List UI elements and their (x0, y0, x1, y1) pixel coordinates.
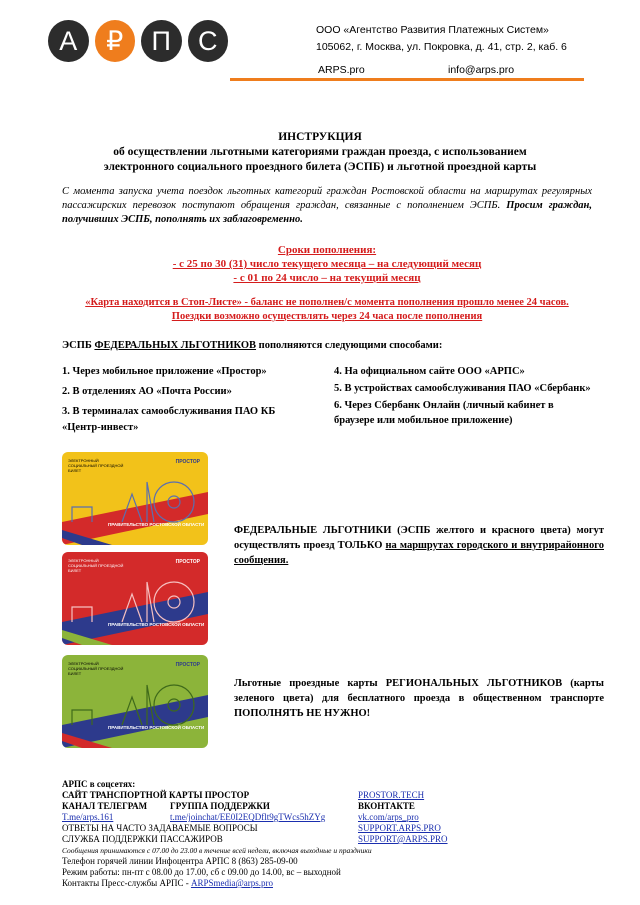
topup-dates (62, 243, 592, 285)
title-line-1: ИНСТРУКЦИЯ (278, 131, 362, 143)
methods-right-list (334, 364, 594, 430)
org-info (316, 22, 567, 56)
stoplist-line-1: «Карта находится в Стоп-Листе» - баланс не пополнен/с момента пополнения прошло менее 24 часов. (85, 297, 569, 308)
methods-left-list (62, 364, 312, 438)
logo-letter-a: А (48, 20, 89, 62)
header-links (318, 64, 514, 76)
card-brand: ПРОСТОР (175, 459, 200, 465)
federal-underlined: на маршрутах городского и внутрирайонного сообщения. (234, 540, 604, 566)
card-caption: ЭЛЕКТРОННЫЙ СОЦИАЛЬНЫЙ ПРОЕЗДНОЙ БИЛЕТ (68, 661, 124, 676)
telegram-label: КАНАЛ ТЕЛЕГРАМ (62, 801, 148, 811)
telegram-link[interactable]: T.me/arps.161 (62, 812, 114, 822)
support-group-label: ГРУППА ПОДДЕРЖКИ (170, 801, 270, 811)
faq-link[interactable]: SUPPORT.ARPS.PRO (358, 823, 441, 833)
vk-link[interactable]: vk.com/arps_pro (358, 812, 419, 822)
method-item: 1. Через мобильное приложение «Простор» (62, 366, 267, 377)
methods-suffix: пополняются следующими способами (258, 340, 439, 351)
card-brand: ПРОСТОР (175, 662, 200, 668)
title-line-2: об осуществлении льготными категориями граждан проезда, с использованием (113, 146, 527, 158)
site-label: САЙТ ТРАНСПОРТНОЙ КАРТЫ ПРОСТОР (62, 790, 250, 800)
stoplist-notice (40, 296, 614, 324)
card-caption: ЭЛЕКТРОННЫЙ СОЦИАЛЬНЫЙ ПРОЕЗДНОЙ БИЛЕТ (68, 458, 124, 473)
card-gov: ПРАВИТЕЛЬСТВО РОСТОВСКОЙ ОБЛАСТИ (108, 522, 205, 527)
social-heading: АРПС в соцсетях: (62, 779, 136, 789)
intro-text: С момента запуска учета поездок льготных категорий граждан Ростовской области на маршрутах регулярных пассажирских перевозок поступают обращения граждан, связанные с пополнением ЭСПБ. (62, 186, 592, 211)
schedule: Режим работы: пн-пт с 08.00 до 17.00, сб с 09.00 до 14.00, вс – выходной (62, 867, 341, 877)
card-gov: ПРАВИТЕЛЬСТВО РОСТОВСКОЙ ОБЛАСТИ (108, 725, 205, 730)
logo-letter-p: П (141, 20, 182, 62)
methods-colon: : (438, 340, 443, 351)
footer (62, 779, 602, 889)
method-item: 4. На официальном сайте ООО «АРПС» (334, 366, 525, 377)
header-divider (230, 78, 584, 81)
prostor-link[interactable]: PROSTOR.TECH (358, 790, 425, 800)
card-caption: ЭЛЕКТРОННЫЙ СОЦИАЛЬНЫЙ ПРОЕЗДНОЙ БИЛЕТ (68, 558, 124, 573)
card-brand: ПРОСТОР (175, 559, 200, 565)
company-logo (48, 20, 228, 64)
org-name: ООО «Агентство Развития Платежных Систем» (316, 24, 549, 36)
methods-heading (62, 340, 442, 351)
regional-text: Льготные проездные карты РЕГИОНАЛЬНЫХ ЛЬГОТНИКОВ (карты зеленого цвета) для бесплатного проезда в общественном транспорте ПОПОЛНЯТЬ НЕ НУЖНО! (234, 678, 604, 719)
logo-letter-s: С (188, 20, 229, 62)
email-link[interactable]: info@arps.pro (448, 64, 515, 76)
site-link[interactable]: ARPS.pro (318, 64, 365, 76)
stoplist-line-2: Поездки возможно осуществлять через 24 часа после пополнения (171, 311, 483, 322)
methods-prefix: ЭСПБ (62, 340, 92, 351)
press-label: Контакты Пресс-службы АРПС - (62, 878, 189, 888)
document-title (40, 130, 600, 175)
hotline: Телефон горячей линии Инфоцентра АРПС 8 (863) 285-09-00 (62, 856, 298, 866)
logo-ruble-icon: ₽ (95, 20, 136, 62)
card-red (62, 552, 208, 645)
org-address: 105062, г. Москва, ул. Покровка, д. 41, стр. 2, каб. 6 (316, 41, 567, 53)
service-label: СЛУЖБА ПОДДЕРЖКИ ПАССАЖИРОВ (62, 834, 223, 844)
dates-heading: Сроки пополнения: (277, 244, 377, 256)
card-green (62, 655, 208, 748)
method-item: 3. В терминалах самообслуживания ПАО КБ «Центр-инвест» (62, 406, 276, 433)
card-yellow (62, 452, 208, 545)
faq-label: ОТВЕТЫ НА ЧАСТО ЗАДАВАЕМЫЕ ВОПРОСЫ (62, 823, 258, 833)
federal-note (234, 523, 604, 568)
support-group-link[interactable]: t.me/joinchat/EE0I2EQDflt9gTWcs5hZYg (170, 812, 326, 822)
method-item: 5. В устройствах самообслуживания ПАО «Сбербанк» (334, 383, 591, 394)
method-item: 6. Через Сбербанк Онлайн (личный кабинет в браузере или мобильное приложение) (334, 400, 554, 426)
card-gov: ПРАВИТЕЛЬСТВО РОСТОВСКОЙ ОБЛАСТИ (108, 622, 205, 627)
regional-note (234, 676, 604, 721)
service-email-link[interactable]: SUPPORT@ARPS.PRO (358, 834, 448, 844)
methods-underlined: ФЕДЕРАЛЬНЫХ ЛЬГОТНИКОВ (94, 340, 257, 351)
vk-label: ВКОНТАКТЕ (358, 801, 415, 811)
press-link[interactable]: ARPSmedia@arps.pro (190, 878, 273, 888)
intro-paragraph (62, 185, 592, 227)
title-line-3: электронного социального проездного билета (ЭСПБ) и льготной проездной карты (103, 161, 537, 173)
hours-note: Сообщения принимаются с 07.00 до 23.00 в течение всей недели, включая выходные и праздники (62, 846, 372, 855)
dates-line-1: - с 25 по 30 (31) число текущего месяца – на следующий месяц (172, 258, 482, 270)
intro-bold: Просим граждан, получивших ЭСПБ, пополнять их заблаговременно. (62, 200, 593, 225)
federal-text: ФЕДЕРАЛЬНЫЕ ЛЬГОТНИКИ (ЭСПБ желтого и красного цвета) могут осуществлять проезд ТОЛЬКО (234, 525, 604, 551)
method-item: 2. В отделениях АО «Почта России» (62, 386, 232, 397)
dates-line-2: - с 01 по 24 число – на текущий месяц (233, 272, 421, 284)
